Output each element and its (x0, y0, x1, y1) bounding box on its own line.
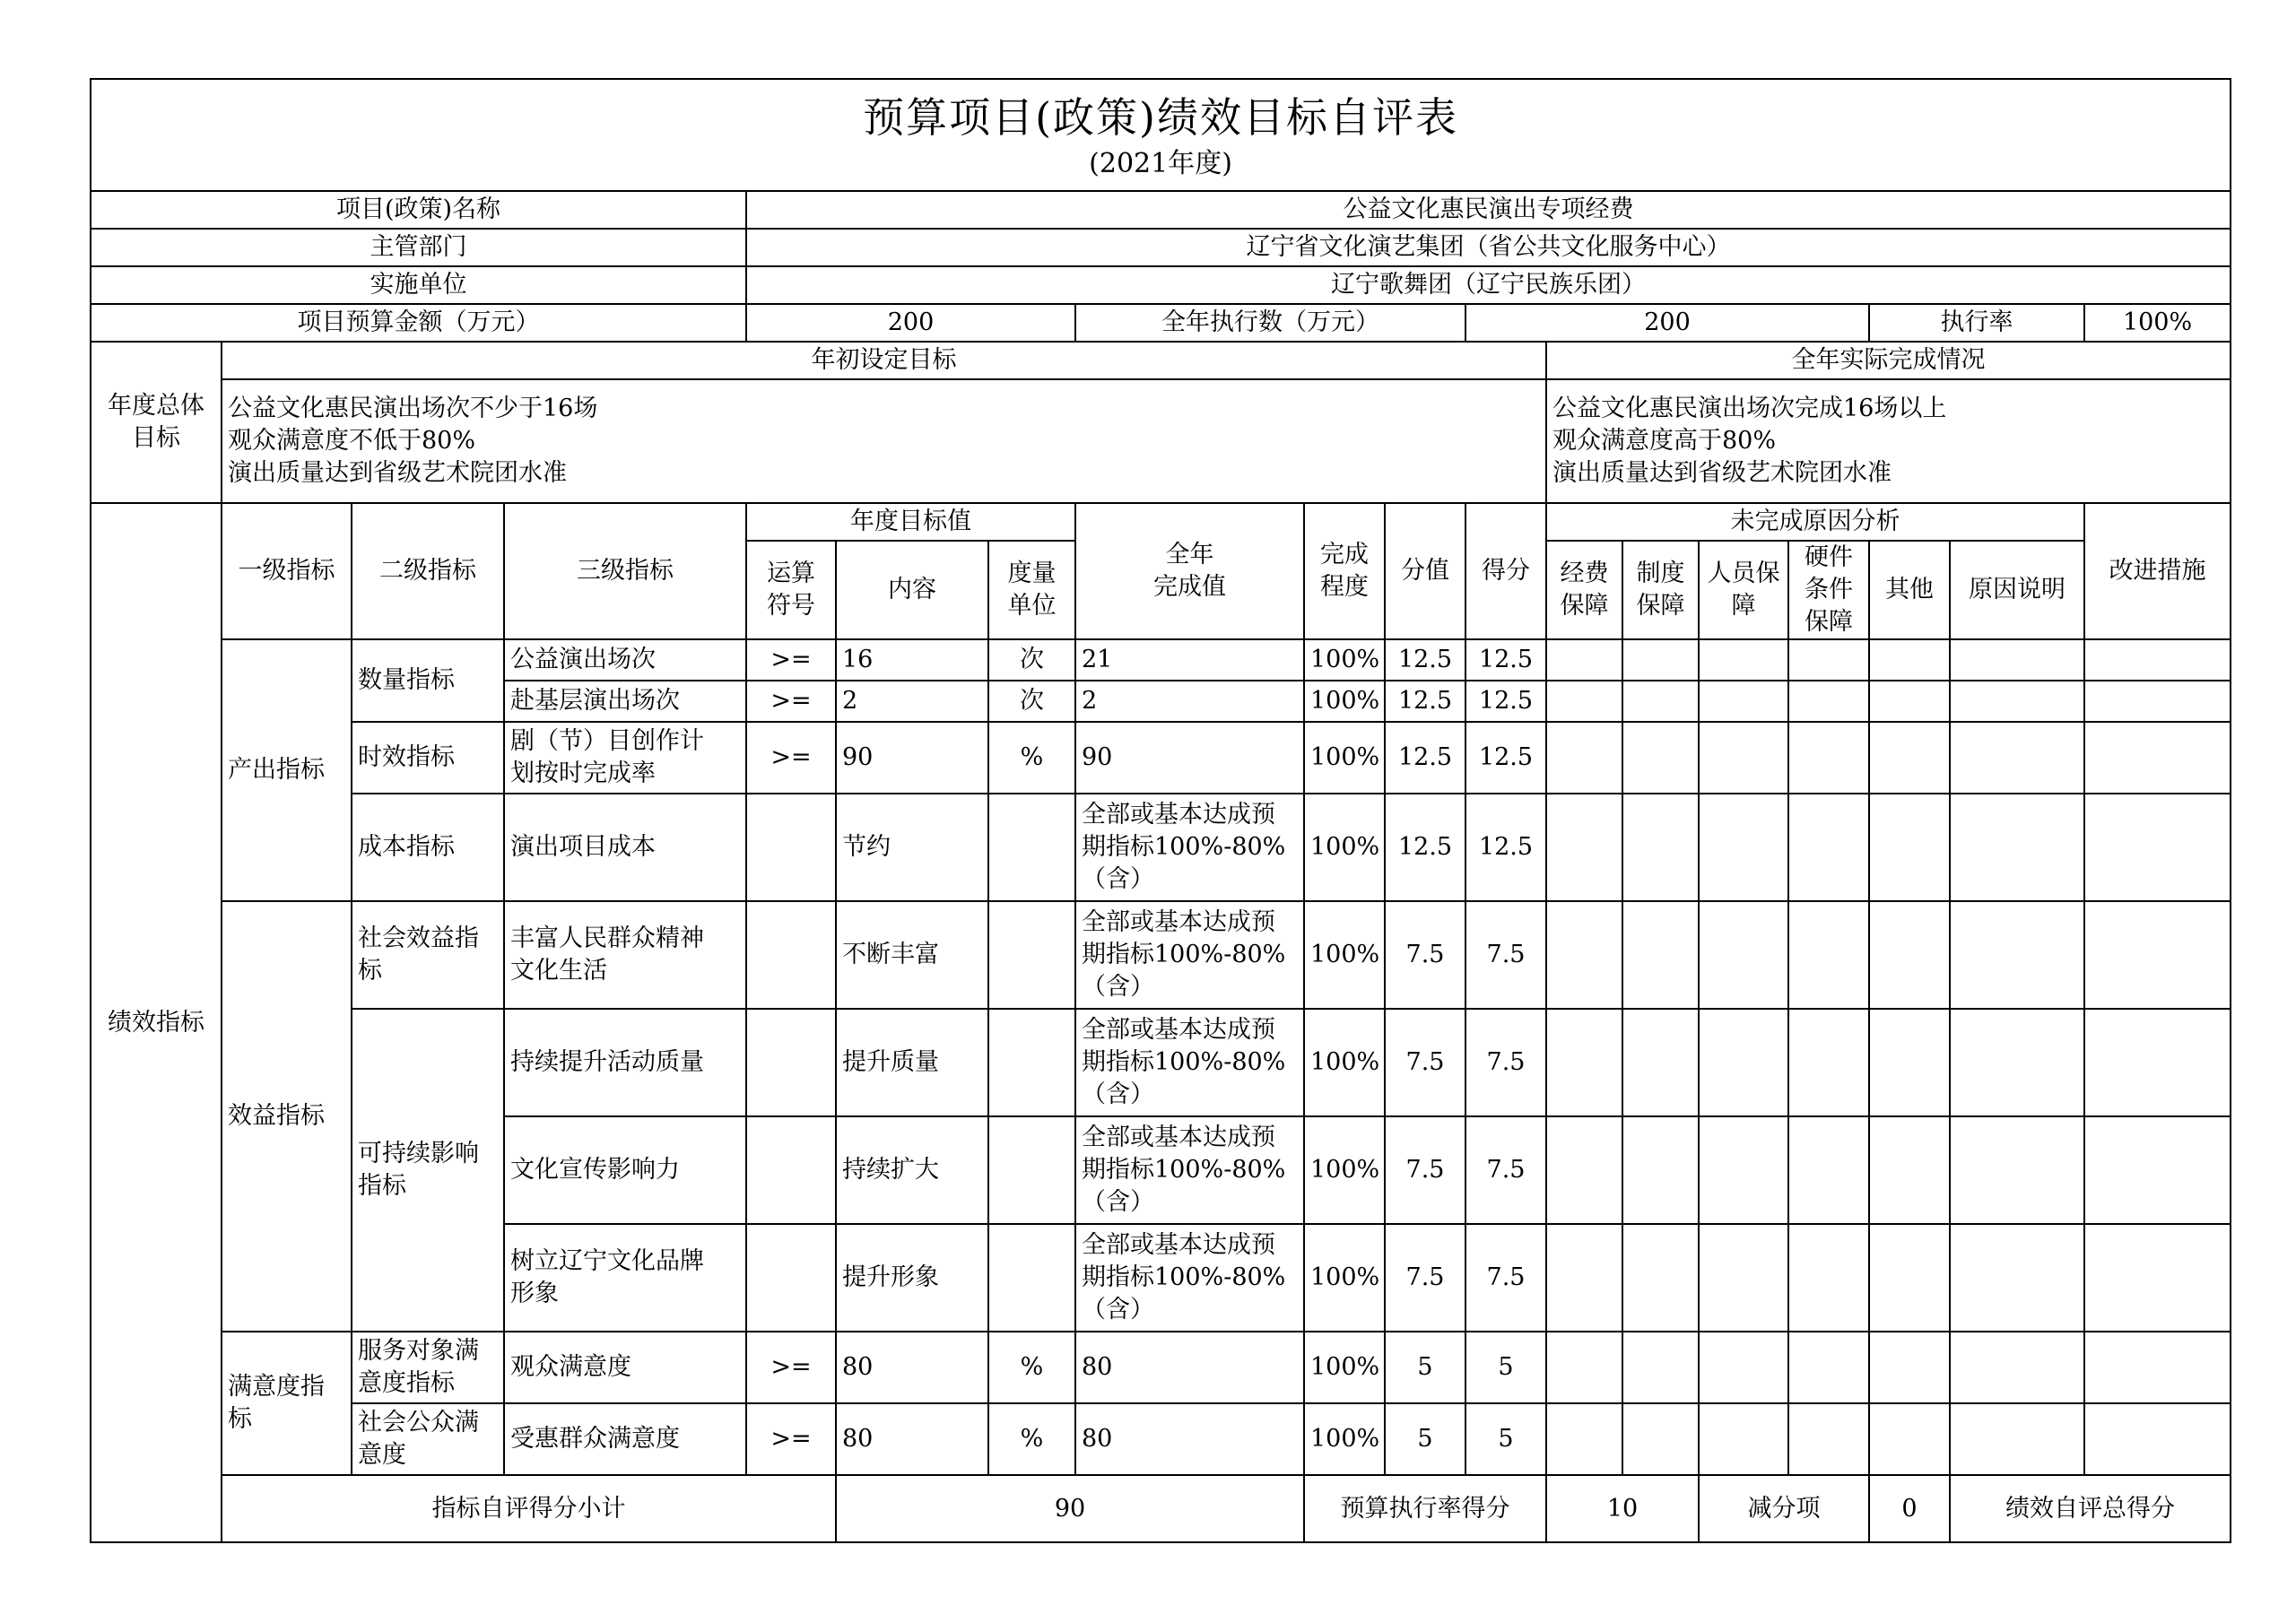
reason-hardware-cell (1788, 901, 1869, 1009)
reason-other-cell (1869, 1224, 1950, 1332)
indicator-name: 丰富人民群众精神 文化生活 (504, 901, 746, 1009)
indicator-name: 持续提升活动质量 (504, 1009, 746, 1116)
indicator-score: 5 (1465, 1403, 1546, 1475)
reason-system-cell (1622, 1116, 1699, 1224)
indicator-score: 7.5 (1465, 901, 1546, 1009)
indicator-content: 2 (836, 681, 988, 722)
table-row (91, 901, 2231, 1009)
unit-row (91, 266, 2231, 304)
reason-other-cell (1869, 794, 1950, 901)
indicator-content: 90 (836, 722, 988, 794)
reason-system-cell (1622, 639, 1699, 681)
indicator-completion: 100% (1304, 1116, 1385, 1224)
indicator-actual: 全部或基本达成预 期指标100%-80% （含） (1075, 1116, 1304, 1224)
indicator-name: 文化宣传影响力 (504, 1116, 746, 1224)
improve-cell (2084, 681, 2231, 722)
reason-staff-cell (1699, 639, 1788, 681)
reason-other-cell (1869, 639, 1950, 681)
indicator-score-value: 12.5 (1385, 722, 1465, 794)
project-name-row (91, 191, 2231, 229)
reason-note-header: 原因说明 (1950, 541, 2084, 639)
improve-cell (2084, 1009, 2231, 1116)
indicator-content: 不断丰富 (836, 901, 988, 1009)
reason-funding-cell (1546, 794, 1622, 901)
indicator-unit (988, 1116, 1075, 1224)
score-header: 得分 (1465, 503, 1546, 639)
indicator-score: 12.5 (1465, 639, 1546, 681)
reason-hardware-header: 硬件 条件 保障 (1788, 541, 1869, 639)
department-label: 主管部门 (91, 229, 746, 266)
reason-staff-cell (1699, 1403, 1788, 1475)
subtotal-label: 指标自评得分小计 (222, 1475, 836, 1542)
indicator-operator: >= (746, 639, 836, 681)
indicator-unit: % (988, 722, 1075, 794)
reason-funding-cell (1546, 639, 1622, 681)
indicator-completion: 100% (1304, 1009, 1385, 1116)
indicator-content: 提升质量 (836, 1009, 988, 1116)
indicator-score: 5 (1465, 1332, 1546, 1403)
content-header: 内容 (836, 541, 988, 639)
indicator-completion: 100% (1304, 794, 1385, 901)
reason-other-cell (1869, 722, 1950, 794)
indicator-name: 赴基层演出场次 (504, 681, 746, 722)
goals-header-row (91, 342, 2231, 379)
improve-cell (2084, 1403, 2231, 1475)
reason-system-header: 制度 保障 (1622, 541, 1699, 639)
reason-staff-cell (1699, 1009, 1788, 1116)
table-row (91, 1332, 2231, 1403)
indicator-completion: 100% (1304, 639, 1385, 681)
reason-staff-cell (1699, 901, 1788, 1009)
indicator-actual: 全部或基本达成预 期指标100%-80% （含） (1075, 794, 1304, 901)
indicator-completion: 100% (1304, 681, 1385, 722)
reason-hardware-cell (1788, 794, 1869, 901)
indicator-content: 16 (836, 639, 988, 681)
indicator-unit (988, 1224, 1075, 1332)
reason-note-cell (1950, 1403, 2084, 1475)
indicator-actual: 80 (1075, 1403, 1304, 1475)
indicator-score-value: 5 (1385, 1332, 1465, 1403)
reason-funding-cell (1546, 901, 1622, 1009)
budget-value: 200 (746, 304, 1075, 342)
indicator-actual: 80 (1075, 1332, 1304, 1403)
indicator-operator (746, 901, 836, 1009)
indicator-unit: % (988, 1332, 1075, 1403)
indicator-unit (988, 794, 1075, 901)
deduct-value: 0 (1869, 1475, 1950, 1542)
indicator-content: 80 (836, 1332, 988, 1403)
reason-other-cell (1869, 1009, 1950, 1116)
indicator-actual: 全部或基本达成预 期指标100%-80% （含） (1075, 1009, 1304, 1116)
group-benefit: 效益指标 (222, 901, 352, 1332)
subtotal-value: 90 (836, 1475, 1304, 1542)
level3-header: 三级指标 (504, 503, 746, 639)
indicator-header-row-1 (91, 503, 2231, 541)
reason-staff-cell (1699, 794, 1788, 901)
reason-hardware-cell (1788, 639, 1869, 681)
indicator-unit: 次 (988, 639, 1075, 681)
reason-funding-cell (1546, 722, 1622, 794)
reason-system-cell (1622, 1009, 1699, 1116)
reason-staff-cell (1699, 1224, 1788, 1332)
indicator-operator (746, 1224, 836, 1332)
indicator-name: 公益演出场次 (504, 639, 746, 681)
group-output: 产出指标 (222, 639, 352, 901)
indicator-score-value: 7.5 (1385, 1116, 1465, 1224)
indicator-operator: >= (746, 681, 836, 722)
indicator-completion: 100% (1304, 1224, 1385, 1332)
department-row (91, 229, 2231, 266)
unit-header: 度量 单位 (988, 541, 1075, 639)
improve-cell (2084, 722, 2231, 794)
budget-rate-value: 10 (1546, 1475, 1699, 1542)
unit-value: 辽宁歌舞团（辽宁民族乐团） (746, 266, 2231, 304)
indicator-score: 12.5 (1465, 681, 1546, 722)
indicator-operator: >= (746, 1403, 836, 1475)
evaluation-form (90, 78, 2212, 1543)
department-value: 辽宁省文化演艺集团（省公共文化服务中心） (746, 229, 2231, 266)
indicator-completion: 100% (1304, 1403, 1385, 1475)
level2-header: 二级指标 (352, 503, 504, 639)
project-name-value: 公益文化惠民演出专项经费 (746, 191, 2231, 229)
subgroup-timeliness: 时效指标 (352, 722, 504, 794)
evaluation-table (90, 78, 2231, 1543)
table-row (91, 722, 2231, 794)
plan-goal-text: 公益文化惠民演出场次不少于16场 观众满意度不低于80% 演出质量达到省级艺术院团水准 (222, 379, 1546, 503)
table-row (91, 1403, 2231, 1475)
reason-system-cell (1622, 901, 1699, 1009)
indicator-actual: 全部或基本达成预 期指标100%-80% （含） (1075, 1224, 1304, 1332)
reason-hardware-cell (1788, 681, 1869, 722)
indicator-name: 观众满意度 (504, 1332, 746, 1403)
indicator-actual: 90 (1075, 722, 1304, 794)
indicator-operator (746, 1009, 836, 1116)
indicator-content: 节约 (836, 794, 988, 901)
indicator-completion: 100% (1304, 1332, 1385, 1403)
reason-note-cell (1950, 681, 2084, 722)
target-group-header: 年度目标值 (746, 503, 1075, 541)
indicator-actual: 2 (1075, 681, 1304, 722)
reason-note-cell (1950, 794, 2084, 901)
reason-other-cell (1869, 681, 1950, 722)
indicator-unit (988, 901, 1075, 1009)
improve-cell (2084, 794, 2231, 901)
indicator-actual: 21 (1075, 639, 1304, 681)
reason-staff-cell (1699, 1116, 1788, 1224)
reason-other-cell (1869, 1332, 1950, 1403)
reason-hardware-cell (1788, 1116, 1869, 1224)
title-cell (91, 79, 2231, 191)
reason-hardware-cell (1788, 1332, 1869, 1403)
reason-system-cell (1622, 1403, 1699, 1475)
actual-goal-header: 全年实际完成情况 (1546, 342, 2231, 379)
indicator-score-value: 7.5 (1385, 1224, 1465, 1332)
actual-goal-text: 公益文化惠民演出场次完成16场以上 观众满意度高于80% 演出质量达到省级艺术院团水准 (1546, 379, 2231, 503)
reason-note-cell (1950, 639, 2084, 681)
reason-staff-cell (1699, 681, 1788, 722)
completion-header: 完成 程度 (1304, 503, 1385, 639)
reason-hardware-cell (1788, 1009, 1869, 1116)
goals-content-row (91, 379, 2231, 503)
reason-note-cell (1950, 901, 2084, 1009)
total-label: 绩效自评总得分 (1950, 1475, 2231, 1542)
subgroup-quantity: 数量指标 (352, 639, 504, 722)
reason-note-cell (1950, 1116, 2084, 1224)
indicator-score: 7.5 (1465, 1116, 1546, 1224)
indicator-operator (746, 1116, 836, 1224)
plan-goal-header: 年初设定目标 (222, 342, 1546, 379)
reason-system-cell (1622, 1224, 1699, 1332)
indicator-operator: >= (746, 722, 836, 794)
indicator-operator (746, 794, 836, 901)
footer-row (91, 1475, 2231, 1542)
reason-other-cell (1869, 1403, 1950, 1475)
table-row (91, 639, 2231, 681)
subgroup-social: 社会效益指 标 (352, 901, 504, 1009)
budget-row (91, 304, 2231, 342)
indicator-content: 提升形象 (836, 1224, 988, 1332)
title-row (91, 79, 2231, 191)
reason-staff-cell (1699, 1332, 1788, 1403)
reason-funding-cell (1546, 1332, 1622, 1403)
indicator-name: 树立辽宁文化品牌 形象 (504, 1224, 746, 1332)
page-title: 预算项目(政策)绩效目标自评表 (863, 92, 1458, 142)
reason-staff-header: 人员保 障 (1699, 541, 1788, 639)
reason-funding-cell (1546, 1403, 1622, 1475)
reason-funding-cell (1546, 1009, 1622, 1116)
improve-cell (2084, 639, 2231, 681)
budget-rate-label: 预算执行率得分 (1304, 1475, 1546, 1542)
reason-note-cell (1950, 1009, 2084, 1116)
improve-cell (2084, 901, 2231, 1009)
score-value-header: 分值 (1385, 503, 1465, 639)
reason-system-cell (1622, 1332, 1699, 1403)
unit-label: 实施单位 (91, 266, 746, 304)
indicator-content: 80 (836, 1403, 988, 1475)
page-subtitle: (2021年度) (1089, 147, 1232, 179)
indicator-completion: 100% (1304, 901, 1385, 1009)
table-row (91, 1009, 2231, 1116)
subgroup-public: 社会公众满 意度 (352, 1403, 504, 1475)
indicators-section-label: 绩效指标 (91, 503, 222, 1542)
reason-funding-cell (1546, 1116, 1622, 1224)
improve-cell (2084, 1224, 2231, 1332)
execution-label: 全年执行数（万元） (1075, 304, 1465, 342)
indicator-score-value: 7.5 (1385, 901, 1465, 1009)
reason-funding-cell (1546, 681, 1622, 722)
reason-group-header: 未完成原因分析 (1546, 503, 2084, 541)
improve-cell (2084, 1116, 2231, 1224)
indicator-score-value: 12.5 (1385, 794, 1465, 901)
operator-header: 运算 符号 (746, 541, 836, 639)
indicator-score-value: 12.5 (1385, 681, 1465, 722)
indicator-score: 7.5 (1465, 1009, 1546, 1116)
reason-system-cell (1622, 681, 1699, 722)
indicator-unit: % (988, 1403, 1075, 1475)
improve-header: 改进措施 (2084, 503, 2231, 639)
indicator-unit: 次 (988, 681, 1075, 722)
indicator-name: 演出项目成本 (504, 794, 746, 901)
subgroup-sustainable: 可持续影响 指标 (352, 1009, 504, 1332)
deduct-label: 减分项 (1699, 1475, 1869, 1542)
actual-header: 全年 完成值 (1075, 503, 1304, 639)
reason-other-cell (1869, 1116, 1950, 1224)
indicator-score-value: 12.5 (1385, 639, 1465, 681)
goals-section-label: 年度总体 目标 (91, 342, 222, 503)
reason-note-cell (1950, 1224, 2084, 1332)
reason-hardware-cell (1788, 1403, 1869, 1475)
level1-header: 一级指标 (222, 503, 352, 639)
reason-other-cell (1869, 901, 1950, 1009)
rate-value: 100% (2084, 304, 2231, 342)
group-satisfaction: 满意度指 标 (222, 1332, 352, 1475)
subgroup-cost: 成本指标 (352, 794, 504, 901)
indicator-unit (988, 1009, 1075, 1116)
reason-funding-header: 经费 保障 (1546, 541, 1622, 639)
reason-hardware-cell (1788, 722, 1869, 794)
indicator-score: 7.5 (1465, 1224, 1546, 1332)
indicator-score: 12.5 (1465, 722, 1546, 794)
indicator-name: 受惠群众满意度 (504, 1403, 746, 1475)
indicator-score-value: 7.5 (1385, 1009, 1465, 1116)
reason-other-header: 其他 (1869, 541, 1950, 639)
indicator-completion: 100% (1304, 722, 1385, 794)
rate-label: 执行率 (1869, 304, 2084, 342)
indicator-name: 剧（节）目创作计 划按时完成率 (504, 722, 746, 794)
reason-note-cell (1950, 722, 2084, 794)
reason-system-cell (1622, 722, 1699, 794)
improve-cell (2084, 1332, 2231, 1403)
budget-label: 项目预算金额（万元） (91, 304, 746, 342)
project-name-label: 项目(政策)名称 (91, 191, 746, 229)
indicator-score: 12.5 (1465, 794, 1546, 901)
indicator-score-value: 5 (1385, 1403, 1465, 1475)
indicator-actual: 全部或基本达成预 期指标100%-80% （含） (1075, 901, 1304, 1009)
reason-system-cell (1622, 794, 1699, 901)
subgroup-service: 服务对象满 意度指标 (352, 1332, 504, 1403)
indicator-content: 持续扩大 (836, 1116, 988, 1224)
reason-funding-cell (1546, 1224, 1622, 1332)
execution-value: 200 (1465, 304, 1869, 342)
indicator-operator: >= (746, 1332, 836, 1403)
table-row (91, 794, 2231, 901)
reason-staff-cell (1699, 722, 1788, 794)
reason-hardware-cell (1788, 1224, 1869, 1332)
reason-note-cell (1950, 1332, 2084, 1403)
